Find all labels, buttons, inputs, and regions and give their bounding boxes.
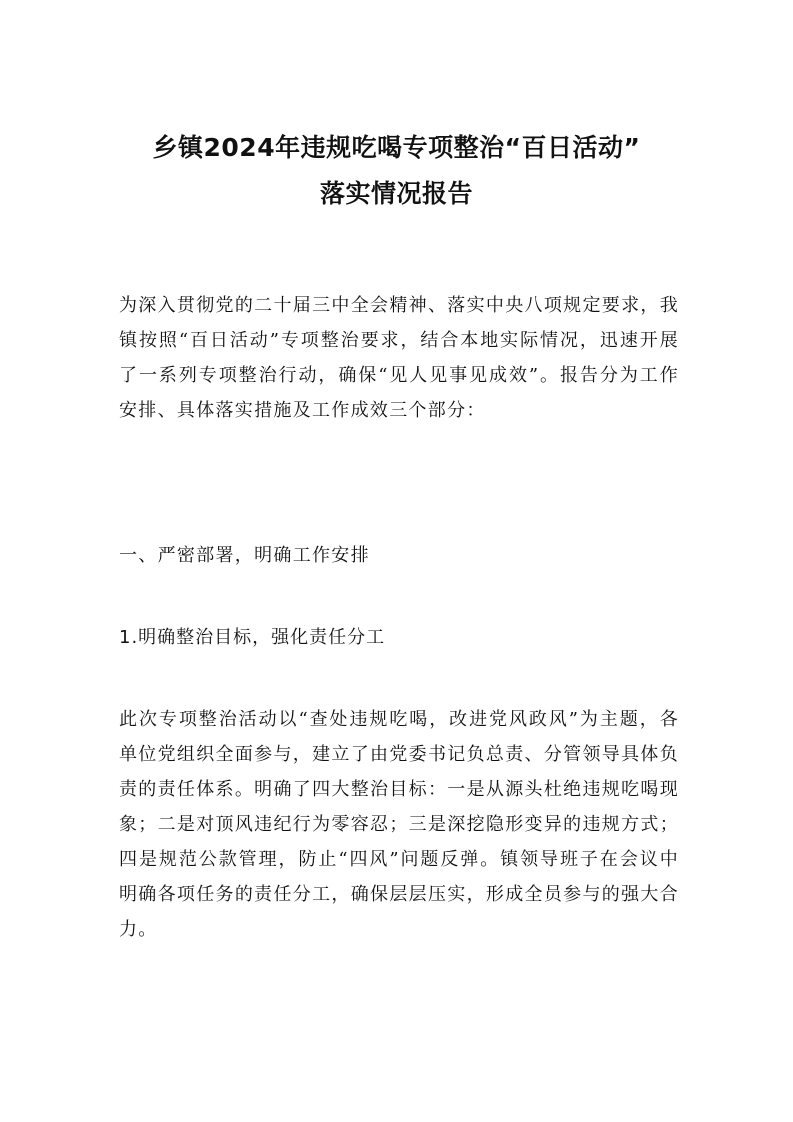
intro-paragraph: 为深入贯彻党的二十届三中全会精神、落实中央八项规定要求，我镇按照“百日活动”专项整治要求，结合本地实际情况，迅速开展了一系列专项整治行动，确保“见人见事见成效”。报告分为工作安排、具体落实措施及工作成效三个部分：	[119, 295, 679, 421]
subsection-body-paragraph: 此次专项整治活动以“查处违规吃喝，改进党风政风”为主题，各单位党组织全面参与，建立了由党委书记负总责、分管领导具体负责的责任体系。明确了四大整治目标：一是从源头杜绝违规吃喝现象；二是对顶风违纪行为零容忍；三是深挖隐形变异的违规方式；四是规范公款管理，防止“四风”问题反弹。镇领导班子在会议中明确各项任务的责任分工，确保层层压实，形成全员参与的强大合力。	[119, 709, 679, 940]
document-title-line-1: 乡镇2024年违规吃喝专项整治“百日活动”	[152, 133, 641, 162]
document-title-line-2: 落实情况报告	[319, 179, 473, 208]
subsection-heading: 1.明确整治目标，强化责任分工	[119, 627, 386, 648]
section-heading: 一、严密部署，明确工作安排	[119, 545, 370, 566]
